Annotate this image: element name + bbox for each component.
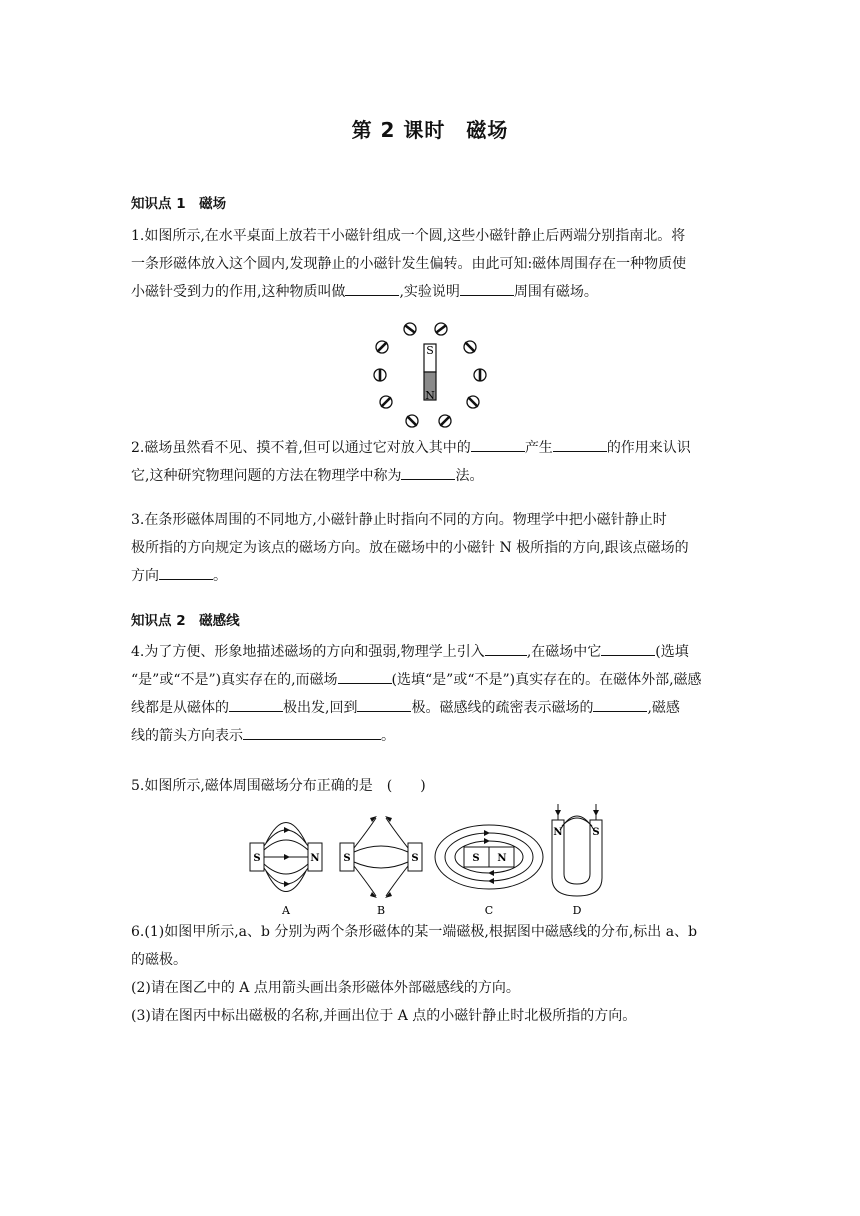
q1-line1: 1.如图所示,在水平桌面上放若干小磁针组成一个圆,这些小磁针静止后两端分别指南北。将: [131, 228, 686, 244]
magnet-s-label: S: [426, 344, 434, 357]
page-title: 第 2 课时 磁场: [351, 118, 509, 142]
option-b-left-pole: S: [343, 853, 351, 864]
answer-blank[interactable]: [338, 667, 392, 684]
option-c-left-pole: S: [472, 853, 480, 864]
question-5: 5.如图所示,磁体周围磁场分布正确的是 ( ): [131, 778, 426, 794]
answer-blank[interactable]: [601, 639, 655, 656]
answer-blank[interactable]: [229, 695, 283, 712]
answer-blank[interactable]: [159, 563, 213, 580]
question-4: 4.为了方便、形象地描述磁场的方向和强弱,物理学上引入 ,在磁场中它 (选填 “是”或“不是”)真实存在的,而磁场 (选填“是”或“不是”)真实存在的。在磁体外部,磁感 线都是从磁体的 极出发,回到 极。磁感线的疏密表示磁场的 ,磁感 线的箭头方向表示 。: [131, 638, 731, 750]
answer-blank[interactable]: [401, 463, 455, 480]
option-b-label: B: [376, 904, 386, 917]
option-c-label: C: [484, 904, 494, 917]
option-d-label: D: [572, 904, 582, 917]
option-a-left-pole: S: [253, 853, 261, 864]
answer-blank[interactable]: [553, 435, 607, 452]
answer-blank[interactable]: [593, 695, 647, 712]
compass-circle-figure: [360, 320, 500, 430]
question-2: 2.磁场虽然看不见、摸不着,但可以通过它对放入其中的 产生 的作用来认识 它,这种研究物理问题的方法在物理学中称为 法。: [131, 434, 731, 490]
option-c-right-pole: N: [497, 853, 507, 864]
answer-blank[interactable]: [471, 435, 525, 452]
answer-blank[interactable]: [485, 639, 527, 656]
q1-line3: 小磁针受到力的作用,这种物质叫做 ,实验说明 周围有磁场。: [131, 278, 731, 306]
answer-blank[interactable]: [345, 279, 399, 296]
option-a-label: A: [282, 904, 290, 917]
magnetic-field-options-figure: [244, 800, 620, 920]
option-d-left-pole: N: [553, 827, 563, 838]
answer-blank[interactable]: [357, 695, 411, 712]
option-b-right-pole: S: [411, 853, 419, 864]
q1-line2: 一条形磁体放入这个圆内,发现静止的小磁针发生偏转。由此可知:磁体周围存在一种物质使: [131, 256, 687, 272]
question-1: [131, 222, 731, 306]
question-3: 3.在条形磁体周围的不同地方,小磁针静止时指向不同的方向。物理学中把小磁针静止时 极所指的方向规定为该点的磁场方向。放在磁场中的小磁针 N 极所指的方向,跟该点磁场的 方向 。: [131, 512, 689, 584]
magnet-n-label: N: [425, 389, 435, 402]
answer-blank[interactable]: [460, 279, 514, 296]
option-d-right-pole: S: [592, 827, 600, 838]
section-heading-magnetic-field: 知识点 1 磁场: [131, 196, 227, 212]
section-heading-field-lines: 知识点 2 磁感线: [131, 613, 240, 629]
option-a-right-pole: N: [310, 853, 320, 864]
question-6: 6.(1)如图甲所示,a、b 分别为两个条形磁体的某一端磁极,根据图中磁感线的分布,标出 a、b 的磁极。 (2)请在图乙中的 A 点用箭头画出条形磁体外部磁感线的方向。 (3)请在图丙中标出磁极的名称,并画出位于 A 点的小磁针静止时北极所指的方向。: [131, 924, 698, 1024]
answer-blank[interactable]: [243, 723, 381, 740]
